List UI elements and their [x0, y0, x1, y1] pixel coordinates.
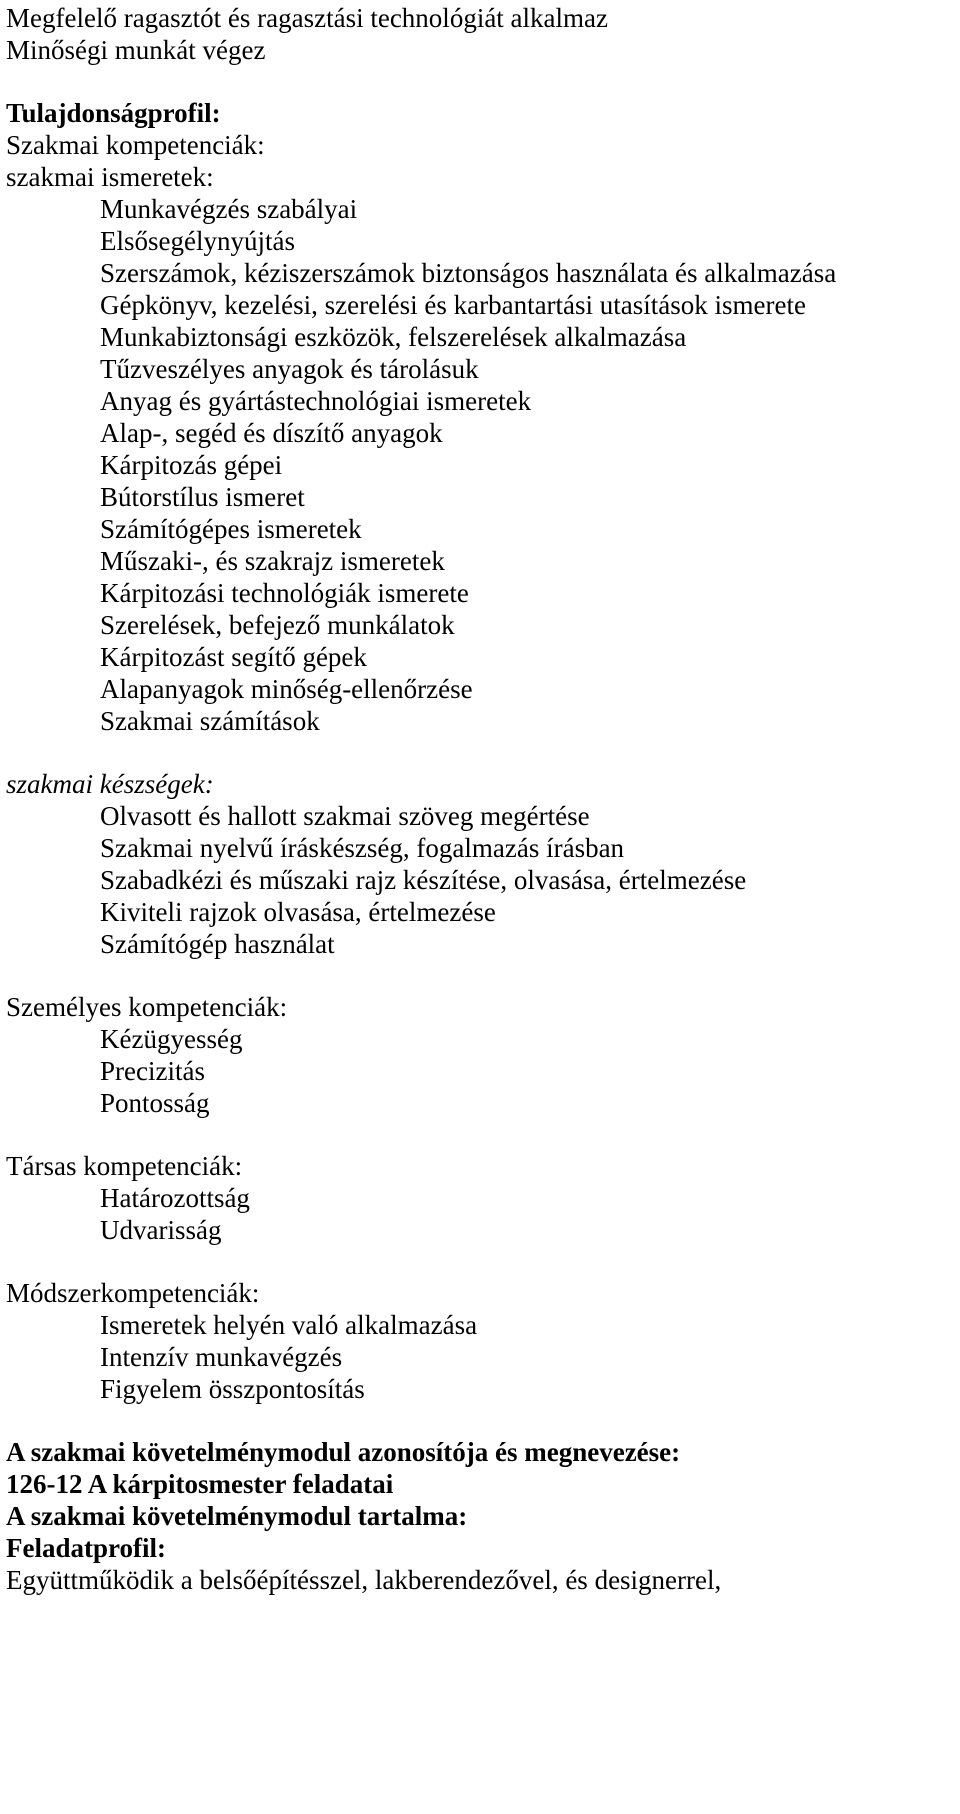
knowledge-item: Anyag és gyártástechnológiai ismeretek: [100, 386, 532, 416]
module-id-heading: A szakmai követelménymodul azonosítója és megnevezése:: [6, 1437, 681, 1467]
social-competencies-heading: Társas kompetenciák:: [6, 1151, 243, 1181]
knowledge-heading: szakmai ismeretek:: [6, 162, 214, 192]
knowledge-item: Munkabiztonsági eszközök, felszerelések alkalmazása: [100, 322, 687, 352]
method-competency-item: Figyelem összpontosítás: [100, 1374, 365, 1404]
skill-item: Olvasott és hallott szakmai szöveg megértése: [100, 801, 590, 831]
social-competency-item: Udvarisság: [100, 1215, 222, 1245]
method-competency-item: Ismeretek helyén való alkalmazása: [100, 1310, 478, 1340]
module-id-value: 126-12 A kárpitosmester feladatai: [6, 1469, 394, 1499]
knowledge-item: Tűzveszélyes anyagok és tárolásuk: [100, 354, 479, 384]
knowledge-item: Szerszámok, kéziszerszámok biztonságos használata és alkalmazása: [100, 258, 837, 288]
task-profile-heading: Feladatprofil:: [6, 1533, 166, 1563]
professional-competencies-heading: Szakmai kompetenciák:: [6, 130, 265, 160]
knowledge-item: Számítógépes ismeretek: [100, 514, 362, 544]
skill-item: Kiviteli rajzok olvasása, értelmezése: [100, 897, 496, 927]
knowledge-item: Kárpitozást segítő gépek: [100, 642, 367, 672]
knowledge-item: Alap-, segéd és díszítő anyagok: [100, 418, 443, 448]
knowledge-item: Műszaki-, és szakrajz ismeretek: [100, 546, 445, 576]
knowledge-item: Kárpitozás gépei: [100, 450, 283, 480]
intro-line: Minőségi munkát végez: [6, 35, 266, 65]
personal-competency-item: Precizitás: [100, 1056, 205, 1086]
social-competency-item: Határozottság: [100, 1183, 250, 1213]
personal-competencies-heading: Személyes kompetenciák:: [6, 992, 288, 1022]
profile-heading: Tulajdonságprofil:: [6, 98, 221, 128]
personal-competency-item: Kézügyesség: [100, 1024, 243, 1054]
knowledge-item: Elsősegélynyújtás: [100, 226, 295, 256]
skills-heading: szakmai készségek:: [6, 769, 214, 799]
skill-item: Szakmai nyelvű íráskészség, fogalmazás írásban: [100, 833, 625, 863]
knowledge-item: Gépkönyv, kezelési, szerelési és karbantartási utasítások ismerete: [100, 290, 806, 320]
method-competencies-heading: Módszerkompetenciák:: [6, 1278, 260, 1308]
task-item: Együttműködik a belsőépítésszel, lakberendezővel, és designerrel,: [6, 1565, 722, 1595]
knowledge-item: Alapanyagok minőség-ellenőrzése: [100, 674, 473, 704]
knowledge-item: Kárpitozási technológiák ismerete: [100, 578, 469, 608]
method-competency-item: Intenzív munkavégzés: [100, 1342, 343, 1372]
skill-item: Számítógép használat: [100, 929, 335, 959]
skill-item: Szabadkézi és műszaki rajz készítése, olvasása, értelmezése: [100, 865, 747, 895]
personal-competency-item: Pontosság: [100, 1088, 210, 1118]
intro-line: Megfelelő ragasztót és ragasztási technológiát alkalmaz: [6, 3, 608, 33]
knowledge-item: Szakmai számítások: [100, 706, 320, 736]
knowledge-item: Szerelések, befejező munkálatok: [100, 610, 455, 640]
module-content-heading: A szakmai követelménymodul tartalma:: [6, 1501, 468, 1531]
knowledge-item: Munkavégzés szabályai: [100, 194, 358, 224]
knowledge-item: Bútorstílus ismeret: [100, 482, 305, 512]
